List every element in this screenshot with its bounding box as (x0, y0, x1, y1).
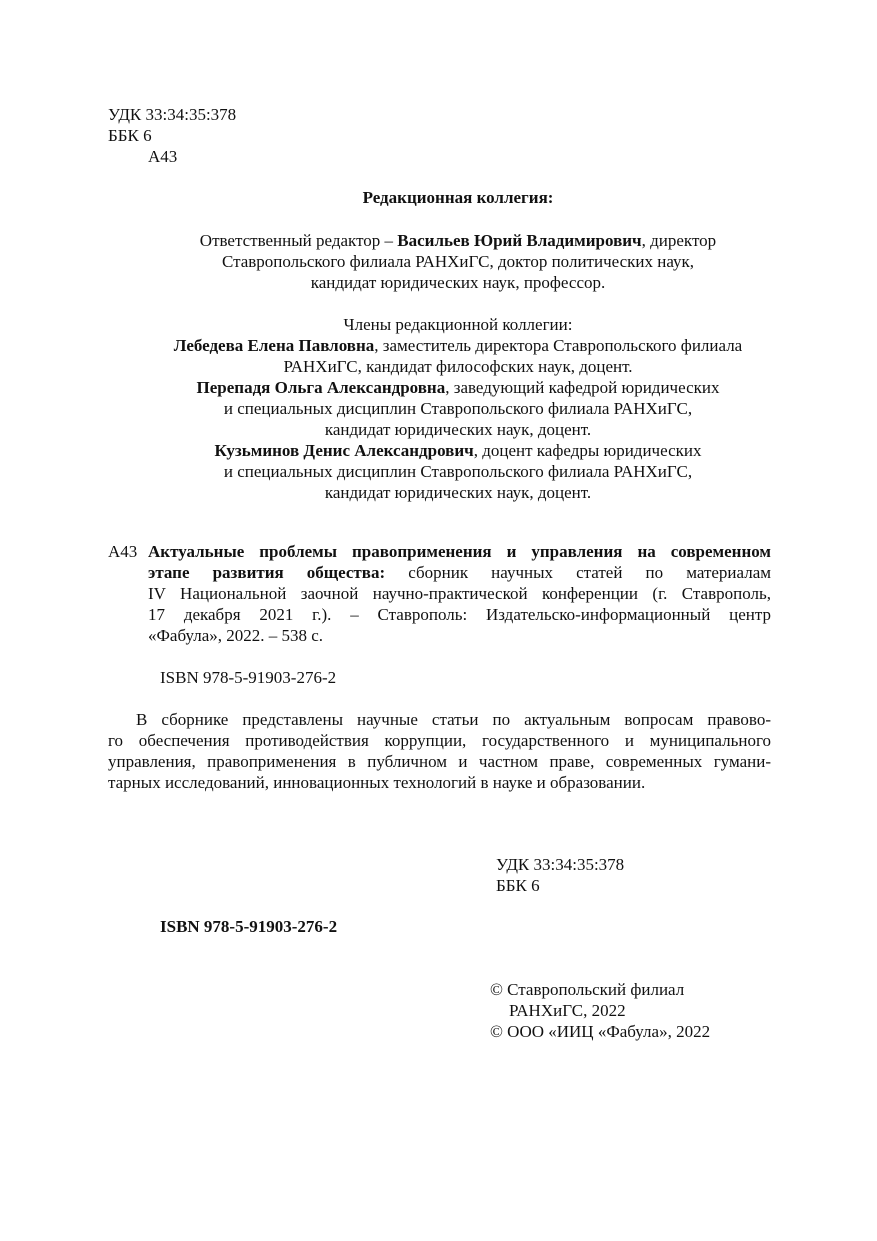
editor-line-1: Ответственный редактор – Васильев Юрий Владимирович, директор (199, 231, 717, 250)
bottom-bbk: ББК 6 (496, 876, 540, 895)
members-block (108, 314, 808, 503)
bottom-udk: УДК 33:34:35:378 (496, 855, 625, 874)
editor-line-3: кандидат юридических наук, профессор. (310, 273, 606, 292)
bottom-isbn: ISBN 978-5-91903-276-2 (160, 917, 338, 936)
annotation-line-2: го обеспечения противодействия коррупции, государственного и муниципального (108, 731, 771, 750)
annotation-line-4: тарных исследований, инновационных технологий в науке и образовании. (108, 773, 646, 792)
member-3-line-3: кандидат юридических наук, доцент. (324, 483, 592, 502)
copyright-1-line-2: РАНХиГС, 2022 (509, 1001, 626, 1020)
entry-mark: А43 (108, 542, 138, 561)
member-2-line-2: и специальных дисциплин Ставропольского филиала РАНХиГС, (223, 399, 693, 418)
bibliographic-entry (148, 541, 771, 646)
author-mark: А43 (148, 147, 178, 166)
member-3-line-1: Кузьминов Денис Александрович, доцент кафедры юридических (214, 441, 702, 460)
entry-line-3: IV Национальной заочной научно-практической конференции (г. Ставрополь, (148, 584, 771, 603)
annotation (108, 709, 771, 793)
member-2-name: Перепадя Ольга Александровна (196, 378, 446, 397)
annotation-line-3: управления, правоприменения в публичном и частном праве, современных гумани- (108, 752, 771, 771)
board-heading: Редакционная коллегия: (362, 188, 554, 207)
member-3-line-2: и специальных дисциплин Ставропольского филиала РАНХиГС, (223, 462, 693, 481)
bbk-code: ББК 6 (108, 126, 152, 145)
members-heading: Члены редакционной коллегии: (343, 315, 573, 334)
udk-code: УДК 33:34:35:378 (108, 105, 237, 124)
member-2-line-3: кандидат юридических наук, доцент. (324, 420, 592, 439)
member-1-line-2: РАНХиГС, кандидат философских наук, доцент. (283, 357, 633, 376)
annotation-line-1: В сборнике представлены научные статьи по актуальным вопросам правово- (136, 710, 771, 729)
entry-line-4: 17 декабря 2021 г.). – Ставрополь: Издательско-информационный центр (148, 605, 771, 624)
entry-line-2: этапе развития общества: сборник научных статей по материалам (148, 563, 772, 582)
member-1-name: Лебедева Елена Павловна (173, 336, 375, 355)
entry-isbn: ISBN 978-5-91903-276-2 (160, 668, 337, 687)
editor-name: Васильев Юрий Владимирович (397, 231, 642, 250)
copyright-1-line-1: © Ставропольский филиал (490, 980, 685, 999)
editor-line-2: Ставропольского филиала РАНХиГС, доктор политических наук, (221, 252, 695, 271)
member-2-line-1: Перепадя Ольга Александровна, заведующий кафедрой юридических (196, 378, 720, 397)
entry-line-5: «Фабула», 2022. – 538 с. (148, 626, 324, 645)
editor-block (108, 230, 808, 293)
member-1-line-1: Лебедева Елена Павловна, заместитель директора Ставропольского филиала (173, 336, 743, 355)
member-3-name: Кузьминов Денис Александрович (214, 441, 474, 460)
copyright-2: © ООО «ИИЦ «Фабула», 2022 (490, 1022, 711, 1041)
entry-line-1: Актуальные проблемы правоприменения и управления на современном (148, 542, 771, 561)
